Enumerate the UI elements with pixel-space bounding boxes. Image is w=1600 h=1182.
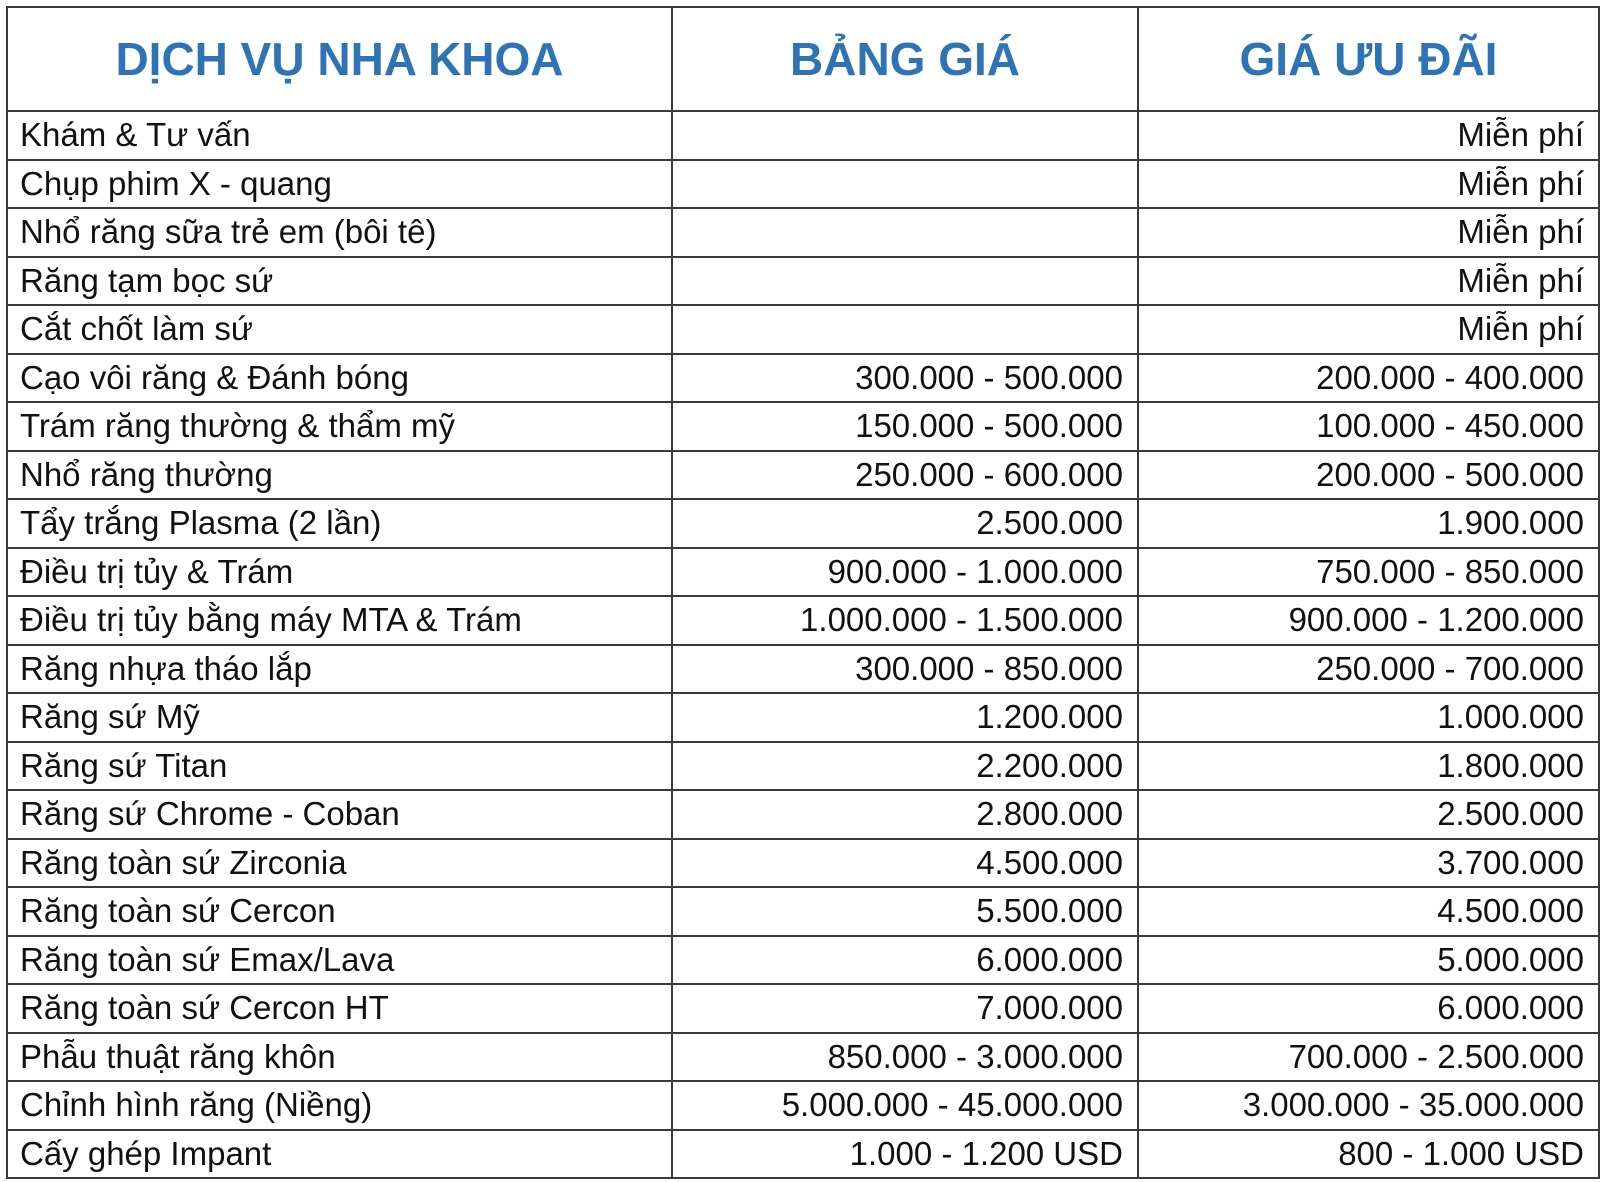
table-row — [7, 305, 1599, 354]
service-cell: Răng toàn sứ Zirconia — [7, 839, 672, 888]
service-cell: Phẫu thuật răng khôn — [7, 1033, 672, 1082]
header-price: BẢNG GIÁ — [672, 7, 1138, 111]
price-cell — [672, 257, 1138, 306]
service-cell: Chụp phim X - quang — [7, 160, 672, 209]
table-row — [7, 111, 1599, 160]
offer-cell: 250.000 - 700.000 — [1138, 645, 1599, 694]
table-row — [7, 742, 1599, 791]
offer-cell: 3.700.000 — [1138, 839, 1599, 888]
service-cell: Cạo vôi răng & Đánh bóng — [7, 354, 672, 403]
offer-cell: 1.000.000 — [1138, 693, 1599, 742]
offer-cell: 4.500.000 — [1138, 887, 1599, 936]
offer-cell: 800 - 1.000 USD — [1138, 1130, 1599, 1179]
service-cell: Nhổ răng sữa trẻ em (bôi tê) — [7, 208, 672, 257]
offer-cell: 900.000 - 1.200.000 — [1138, 596, 1599, 645]
table-row — [7, 402, 1599, 451]
service-cell: Răng toàn sứ Cercon HT — [7, 984, 672, 1033]
table-row — [7, 548, 1599, 597]
offer-cell: 750.000 - 850.000 — [1138, 548, 1599, 597]
offer-cell: Miễn phí — [1138, 111, 1599, 160]
service-cell: Chỉnh hình răng (Niềng) — [7, 1081, 672, 1130]
dental-price-table — [6, 6, 1600, 1179]
offer-cell: Miễn phí — [1138, 305, 1599, 354]
table-row — [7, 354, 1599, 403]
table-row — [7, 451, 1599, 500]
price-cell: 7.000.000 — [672, 984, 1138, 1033]
service-cell: Khám & Tư vấn — [7, 111, 672, 160]
service-cell: Điều trị tủy bằng máy MTA & Trám — [7, 596, 672, 645]
table-row — [7, 499, 1599, 548]
table-row — [7, 1033, 1599, 1082]
table-row — [7, 839, 1599, 888]
price-cell: 1.200.000 — [672, 693, 1138, 742]
service-cell: Nhổ răng thường — [7, 451, 672, 500]
price-cell: 1.000.000 - 1.500.000 — [672, 596, 1138, 645]
price-cell: 850.000 - 3.000.000 — [672, 1033, 1138, 1082]
price-cell: 5.000.000 - 45.000.000 — [672, 1081, 1138, 1130]
offer-cell: 3.000.000 - 35.000.000 — [1138, 1081, 1599, 1130]
offer-cell: Miễn phí — [1138, 208, 1599, 257]
service-cell: Răng tạm bọc sứ — [7, 257, 672, 306]
offer-cell: 5.000.000 — [1138, 936, 1599, 985]
service-cell: Cắt chốt làm sứ — [7, 305, 672, 354]
price-cell — [672, 111, 1138, 160]
header-service: DỊCH VỤ NHA KHOA — [7, 7, 672, 111]
table-row — [7, 693, 1599, 742]
offer-cell: Miễn phí — [1138, 160, 1599, 209]
table-row — [7, 790, 1599, 839]
price-cell — [672, 208, 1138, 257]
service-cell: Răng sứ Titan — [7, 742, 672, 791]
price-cell: 2.500.000 — [672, 499, 1138, 548]
service-cell: Trám răng thường & thẩm mỹ — [7, 402, 672, 451]
table-body — [7, 111, 1599, 1178]
offer-cell: 6.000.000 — [1138, 984, 1599, 1033]
price-cell: 300.000 - 850.000 — [672, 645, 1138, 694]
table-row — [7, 887, 1599, 936]
table-row — [7, 257, 1599, 306]
service-cell: Răng toàn sứ Cercon — [7, 887, 672, 936]
price-cell: 900.000 - 1.000.000 — [672, 548, 1138, 597]
price-cell — [672, 305, 1138, 354]
table-row — [7, 596, 1599, 645]
price-cell: 150.000 - 500.000 — [672, 402, 1138, 451]
offer-cell: 700.000 - 2.500.000 — [1138, 1033, 1599, 1082]
table-row — [7, 645, 1599, 694]
offer-cell: 200.000 - 400.000 — [1138, 354, 1599, 403]
offer-cell: 2.500.000 — [1138, 790, 1599, 839]
header-offer: GIÁ ƯU ĐÃI — [1138, 7, 1599, 111]
price-cell: 6.000.000 — [672, 936, 1138, 985]
table-row — [7, 1130, 1599, 1179]
offer-cell: 200.000 - 500.000 — [1138, 451, 1599, 500]
price-cell: 1.000 - 1.200 USD — [672, 1130, 1138, 1179]
service-cell: Cấy ghép Impant — [7, 1130, 672, 1179]
service-cell: Tẩy trắng Plasma (2 lần) — [7, 499, 672, 548]
price-cell: 250.000 - 600.000 — [672, 451, 1138, 500]
table-row — [7, 936, 1599, 985]
price-cell: 2.800.000 — [672, 790, 1138, 839]
table-row — [7, 1081, 1599, 1130]
service-cell: Răng toàn sứ Emax/Lava — [7, 936, 672, 985]
price-cell: 300.000 - 500.000 — [672, 354, 1138, 403]
service-cell: Điều trị tủy & Trám — [7, 548, 672, 597]
price-cell: 2.200.000 — [672, 742, 1138, 791]
price-cell: 5.500.000 — [672, 887, 1138, 936]
price-cell — [672, 160, 1138, 209]
table-row — [7, 984, 1599, 1033]
service-cell: Răng nhựa tháo lắp — [7, 645, 672, 694]
header-row — [7, 7, 1599, 111]
price-cell: 4.500.000 — [672, 839, 1138, 888]
offer-cell: 100.000 - 450.000 — [1138, 402, 1599, 451]
table-row — [7, 208, 1599, 257]
offer-cell: Miễn phí — [1138, 257, 1599, 306]
offer-cell: 1.800.000 — [1138, 742, 1599, 791]
table-row — [7, 160, 1599, 209]
service-cell: Răng sứ Chrome - Coban — [7, 790, 672, 839]
offer-cell: 1.900.000 — [1138, 499, 1599, 548]
service-cell: Răng sứ Mỹ — [7, 693, 672, 742]
